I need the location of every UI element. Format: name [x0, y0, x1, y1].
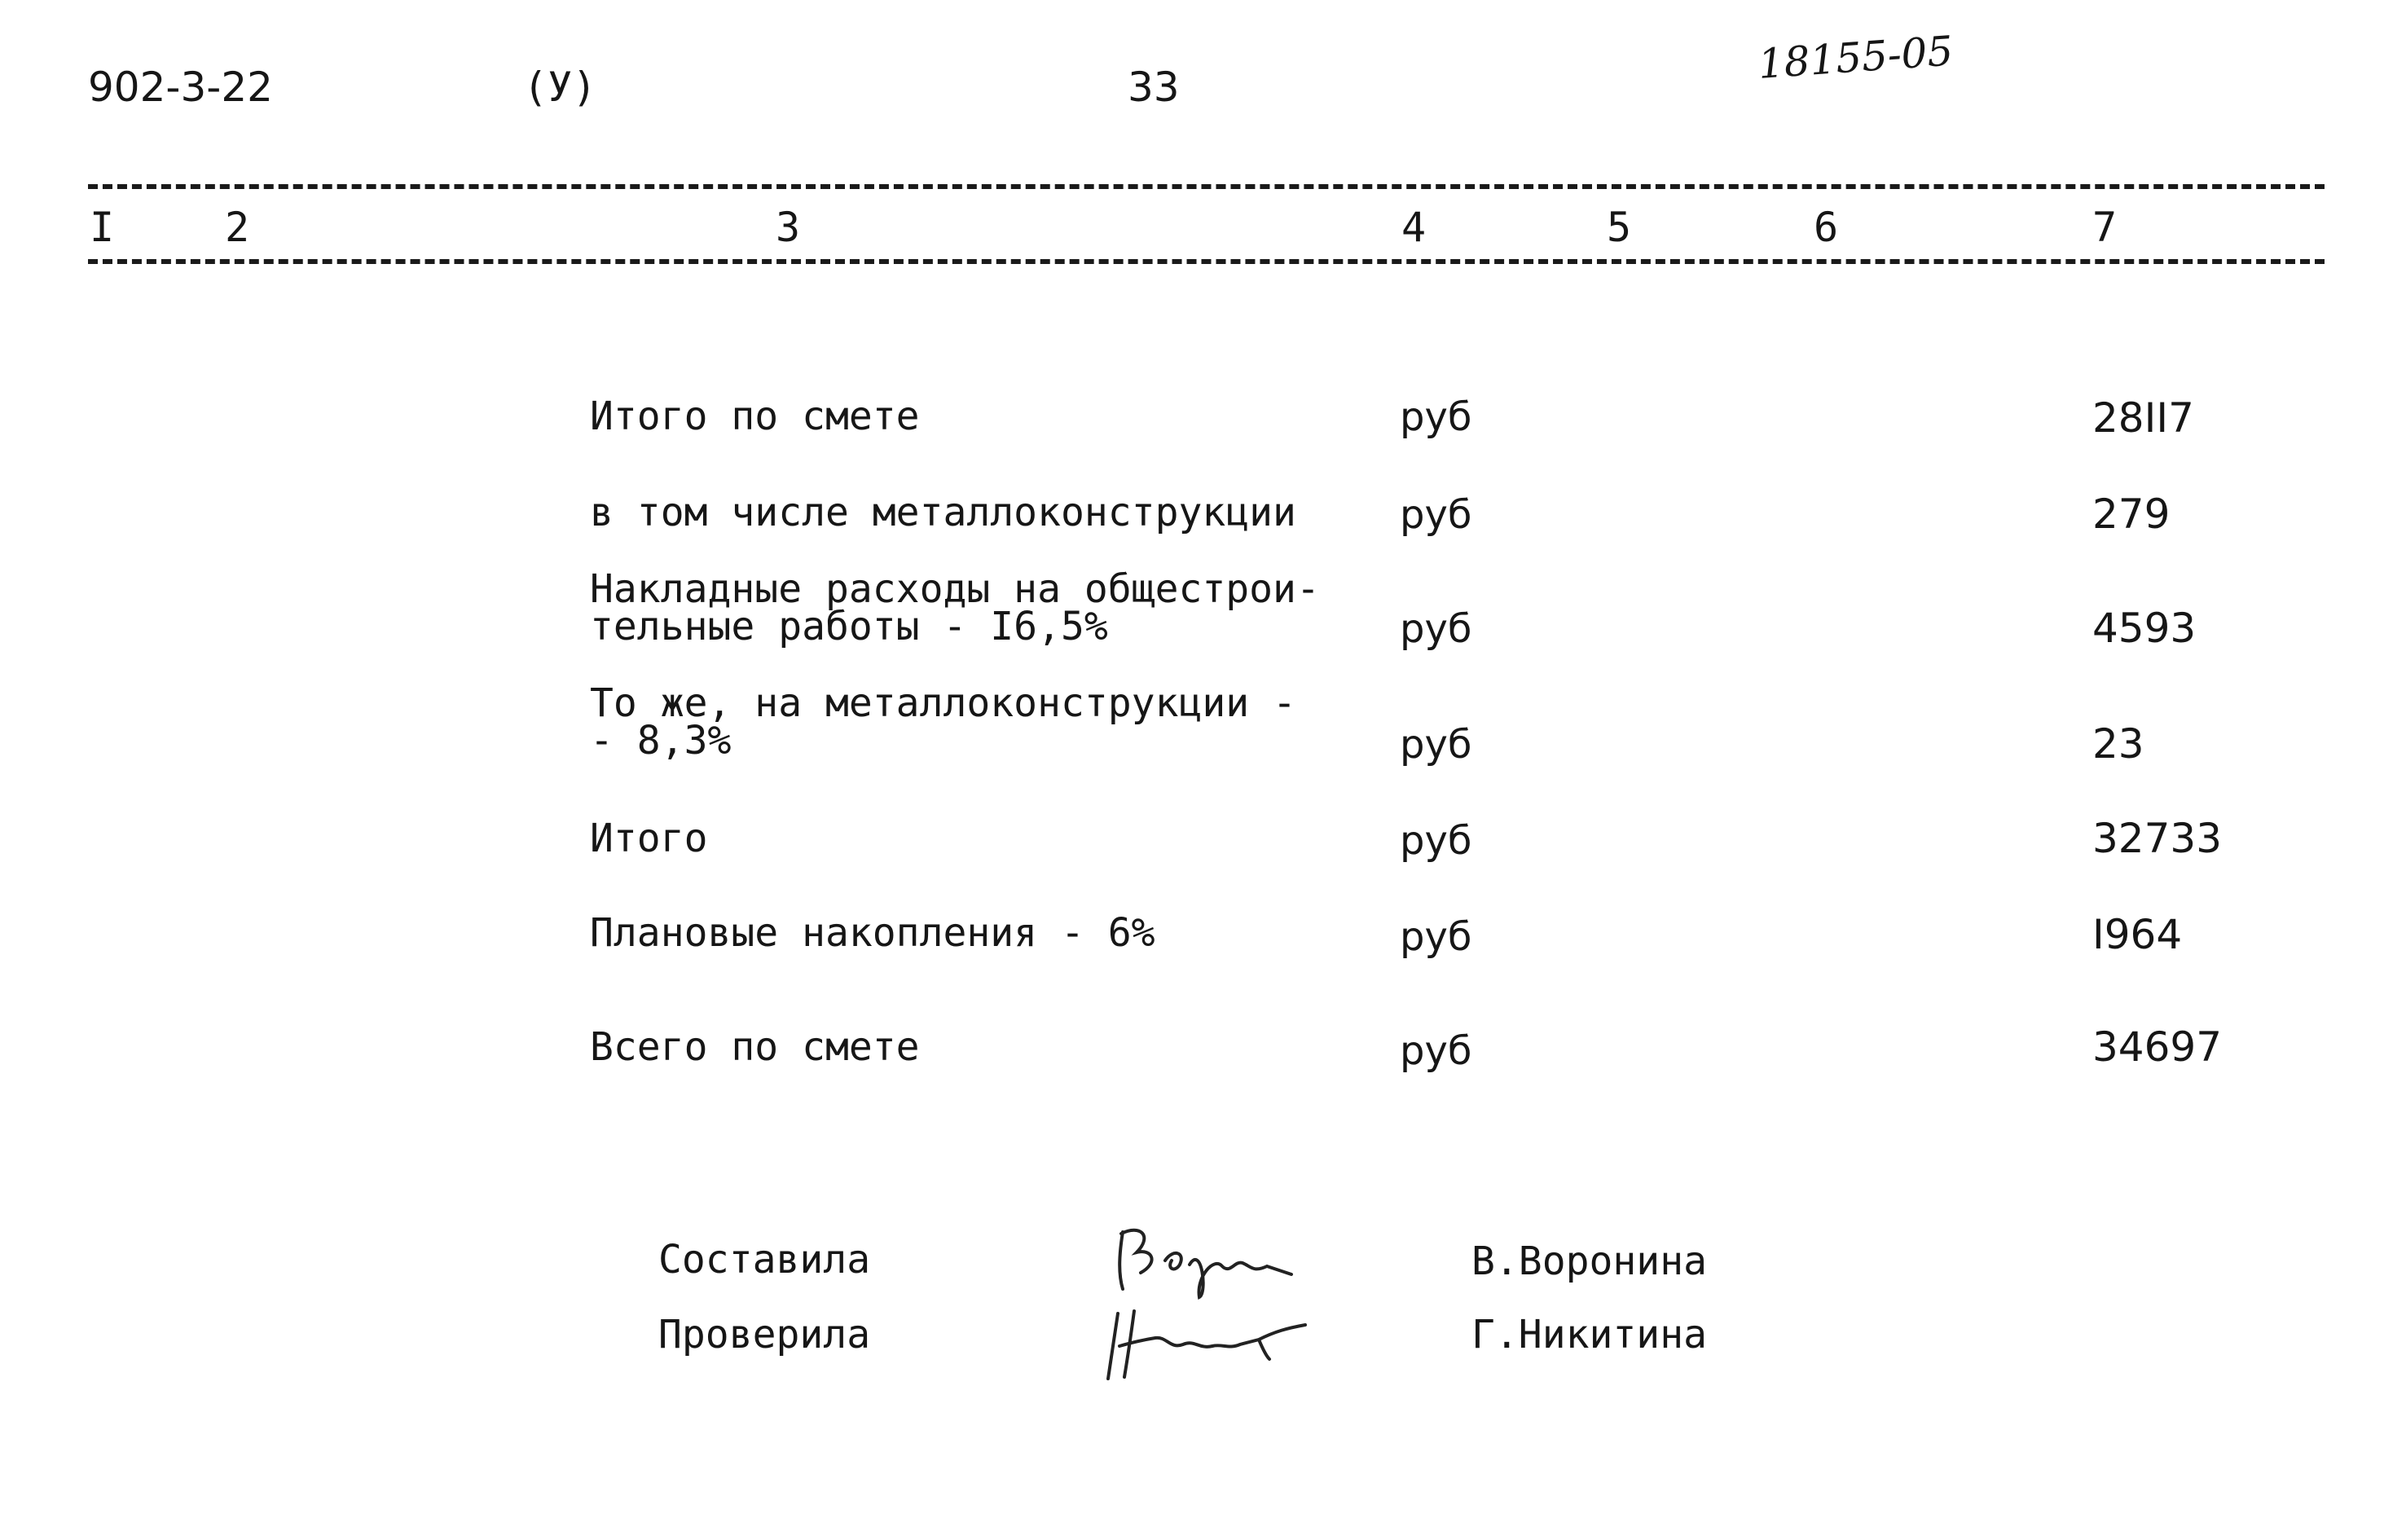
column-number: I: [90, 204, 115, 251]
column-number: 7: [2092, 204, 2118, 251]
row-value: 34697: [2092, 1023, 2223, 1071]
row-unit: руб: [1400, 606, 1472, 652]
row-value: 23: [2092, 720, 2144, 768]
signature-name-compiled: В.Воронина: [1471, 1239, 1707, 1284]
column-number: 4: [1401, 204, 1427, 251]
column-number: 6: [1814, 204, 1839, 251]
handwritten-archive-number: 18155-05: [1756, 27, 1955, 88]
signature-name-checked: Г.Никитина: [1471, 1312, 1707, 1357]
row-unit: руб: [1400, 394, 1472, 440]
row-label: То же, на металлоконструкции -: [590, 680, 1296, 726]
row-value: 32733: [2092, 815, 2223, 862]
row-label: Всего по смете: [590, 1024, 920, 1070]
column-number: 3: [776, 204, 801, 251]
row-value: 4593: [2092, 605, 2197, 652]
row-unit: руб: [1400, 818, 1472, 864]
row-label: в том числе металлоконструкции: [590, 490, 1296, 535]
column-number: 5: [1607, 204, 1632, 251]
row-unit: руб: [1400, 722, 1472, 768]
row-unit: руб: [1400, 1028, 1472, 1074]
signature-role-compiled: Составила: [658, 1237, 871, 1283]
row-label: Плановые накопления - 6%: [590, 910, 1155, 956]
row-label-continuation: - 8,3%: [590, 718, 732, 763]
signature-role-checked: Проверила: [658, 1312, 871, 1357]
row-value: 28II7: [2092, 394, 2194, 442]
column-number: 2: [225, 204, 250, 251]
row-label: Накладные расходы на общестрои-: [590, 566, 1320, 612]
handwritten-signature-checked: [1092, 1299, 1312, 1388]
page-number: 33: [1128, 64, 1180, 111]
document-mark: (У): [523, 64, 597, 111]
dashed-rule-top: [88, 184, 2325, 189]
row-label-continuation: тельные работы - I6,5%: [590, 604, 1108, 649]
row-label: Итого: [590, 816, 708, 861]
row-label: Итого по смете: [590, 394, 920, 439]
row-value: I964: [2092, 911, 2183, 958]
handwritten-signature-compiled: [1108, 1216, 1304, 1305]
dashed-rule-bottom: [88, 259, 2325, 264]
document-code: 902-3-22: [88, 64, 273, 111]
row-unit: руб: [1400, 914, 1472, 960]
row-unit: руб: [1400, 492, 1472, 538]
row-value: 279: [2092, 491, 2171, 538]
